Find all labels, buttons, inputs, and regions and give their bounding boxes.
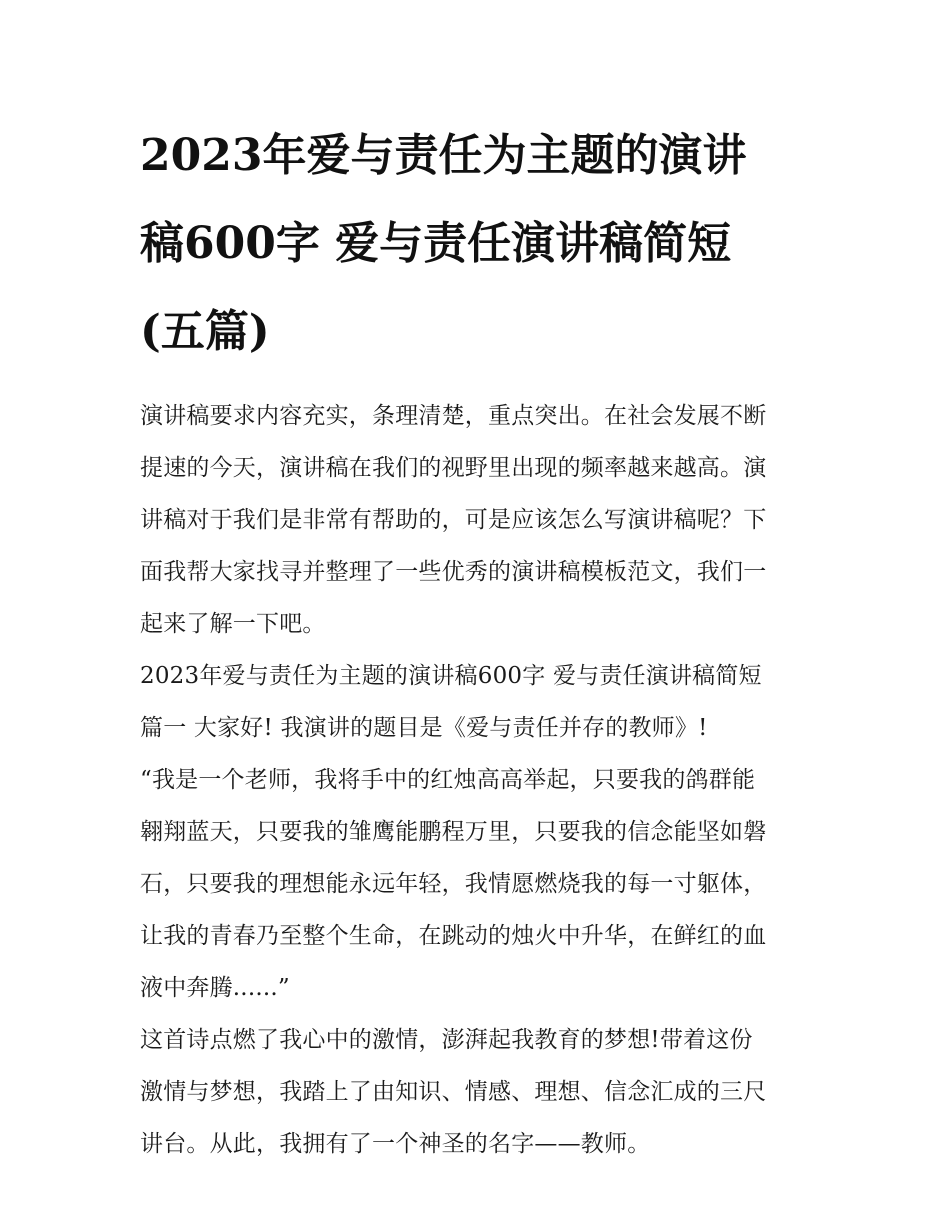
text-line: 石，只要我的理想能永远年轻，我情愿燃烧我的每一寸躯体，	[140, 871, 767, 897]
text-line: 这首诗点燃了我心中的激情，澎湃起我教育的梦想!带着这份	[140, 1027, 753, 1053]
text-line: 让我的青春乃至整个生命，在跳动的烛火中升华，在鲜红的血	[140, 923, 767, 949]
text-line: 提速的今天，演讲稿在我们的视野里出现的频率越来越高。演	[140, 455, 767, 481]
text-line: 演讲稿要求内容充实，条理清楚，重点突出。在社会发展不断	[140, 403, 767, 429]
title-line-1: 2023年爱与责任为主题的演讲	[140, 130, 747, 181]
text-line: 讲稿对于我们是非常有帮助的，可是应该怎么写演讲稿呢？下	[140, 507, 767, 533]
text-line: 起来了解一下吧。	[140, 611, 326, 637]
paragraph-closing	[140, 1014, 812, 1170]
document-body	[140, 390, 812, 1170]
paragraph-intro	[140, 390, 812, 650]
text-line: 翱翔蓝天，只要我的雏鹰能鹏程万里，只要我的信念能坚如磐	[140, 819, 767, 845]
document-title	[140, 112, 812, 376]
text-line: 2023年爱与责任为主题的演讲稿600字 爱与责任演讲稿简短	[140, 663, 762, 689]
text-line: 讲台。从此，我拥有了一个神圣的名字——教师。	[140, 1131, 651, 1157]
document-page	[140, 112, 812, 1170]
paragraph-heading	[140, 650, 812, 754]
paragraph-poem	[140, 754, 812, 1014]
text-line: 篇一 大家好! 我演讲的题目是《爱与责任并存的教师》!	[140, 715, 708, 741]
text-line: “我是一个老师，我将手中的红烛高高举起，只要我的鸽群能	[140, 767, 756, 793]
text-line: 液中奔腾......”	[140, 975, 290, 1001]
title-line-3: (五篇)	[140, 306, 270, 357]
text-line: 面我帮大家找寻并整理了一些优秀的演讲稿模板范文，我们一	[140, 559, 767, 585]
text-line: 激情与梦想，我踏上了由知识、情感、理想、信念汇成的三尺	[140, 1079, 767, 1105]
title-line-2: 稿600字 爱与责任演讲稿简短	[140, 218, 732, 269]
